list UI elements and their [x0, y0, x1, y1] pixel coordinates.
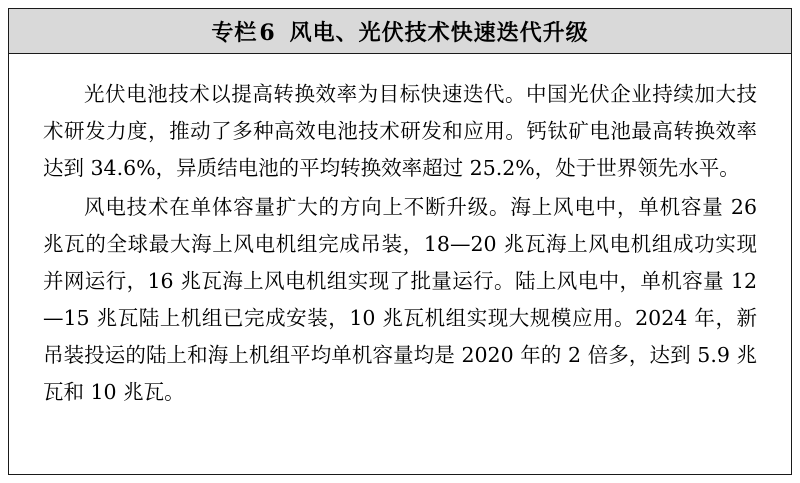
box-title	[211, 16, 588, 47]
box-title-number: 6	[259, 19, 276, 46]
paragraph-1: 光伏电池技术以提高转换效率为目标快速迭代。中国光伏企业持续加大技术研发力度，推动了多种高效电池技术研发和应用。钙钛矿电池最高转换效率达到 34.6%，异质结电池的平均转换效率超过 25.2%，处于世界领先水平。	[43, 82, 757, 180]
box-body	[9, 54, 791, 421]
box-title-prefix: 专栏	[211, 19, 258, 46]
box-header	[9, 9, 791, 54]
box-title-text: 风电、光伏技术快速迭代升级	[289, 19, 589, 46]
text-box-panel	[8, 8, 792, 475]
paragraph-2: 风电技术在单体容量扩大的方向上不断升级。海上风电中，单机容量 26 兆瓦的全球最大海上风电机组完成吊装，18—20 兆瓦海上风电机组成功实现并网运行，16 兆瓦海上风电机组实现了批量运行。陆上风电中，单机容量 12—15 兆瓦陆上机组已完成安装，10 兆瓦机组实现大规模应用。2024 年，新吊装投运的陆上和海上机组平均单机容量均是 2020 年的 2 倍多，达到 5.9 兆瓦和 10 兆瓦。	[43, 195, 757, 404]
